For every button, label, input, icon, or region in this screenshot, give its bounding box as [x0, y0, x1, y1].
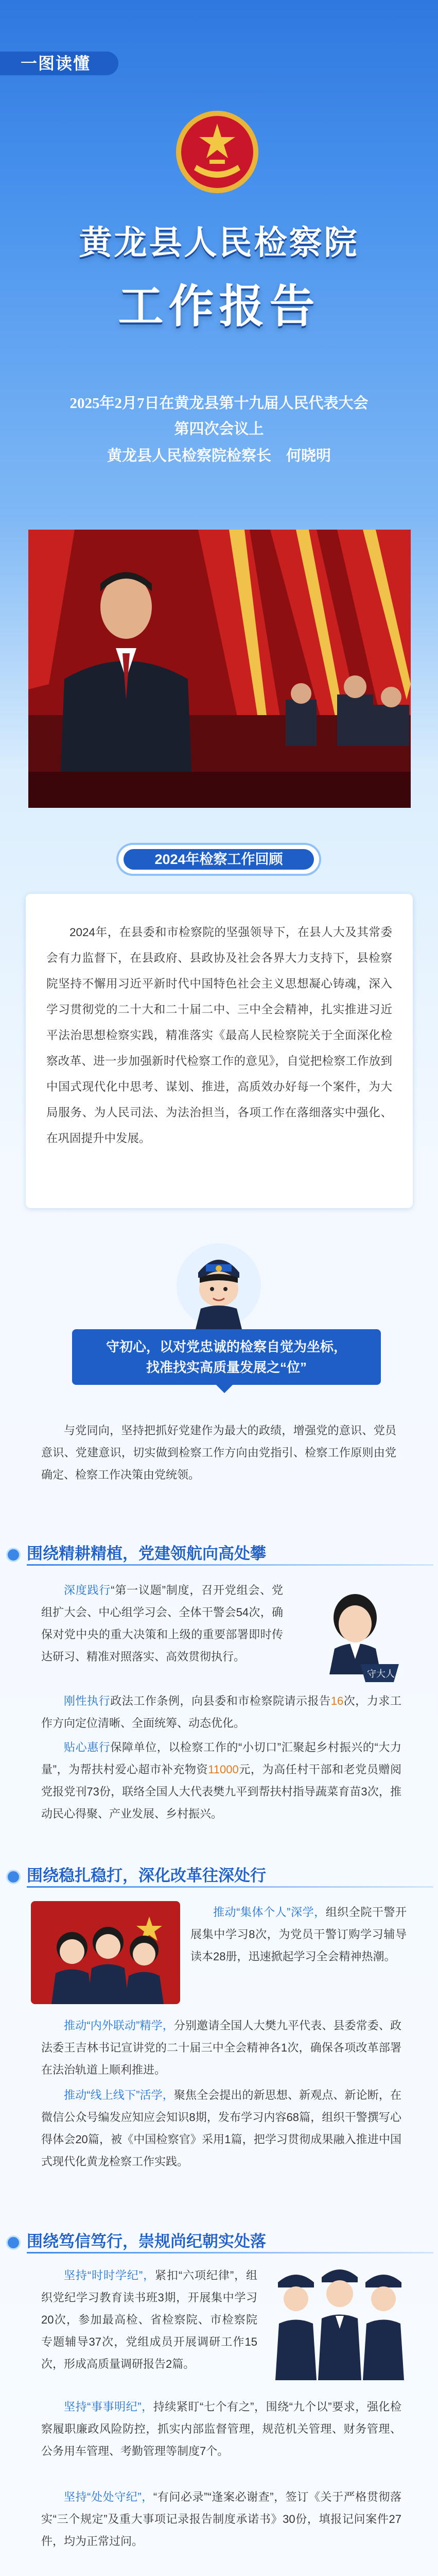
report-title-line1: 黄龙县人民检察院: [79, 224, 359, 262]
mascot-icon: [175, 1242, 262, 1329]
policewoman-illustration: [293, 1587, 417, 1695]
report-title-line2: 工作报告: [118, 279, 320, 333]
section-underline: [27, 1886, 433, 1888]
section-bullet-icon: [6, 1548, 21, 1562]
section-bullet-icon: [6, 2235, 21, 2250]
slogan-line2: 找准找实高质量发展之“位”: [146, 1360, 307, 1375]
read-tag: 一图读懂: [0, 52, 118, 75]
s3-paragraph-3: 坚持“处处守纪”，“有问必录”“逢案必谢查”，签订《关于严格贯彻落实“三个规定”及重大事项记录报告制度承诺书》30份，填报记问案件27件，均为正常过问。: [41, 2490, 401, 2548]
section-underline: [27, 2252, 433, 2253]
s3-paragraph-2: 坚持“事事明纪”，持续紧盯“七个有之”，围绕“九个以”要求，强化检察履职廉政风险防控，抓实内部监督管理，规范机关管理、财务管理、公务用车管理、考勤管理等制度7个。: [41, 2400, 402, 2458]
procuratorate-emblem-icon: [173, 108, 261, 196]
section-3-title: 围绕笃信笃行，崇规尚纪朝实处落: [6, 2228, 433, 2253]
s1-paragraph-1: 深度践行“第一议题”制度，召开党组会、党组扩大会、中心组学习会、全体干警会54次，确保对党中央的重大决策和上级的重要部署即时传达研习、精准对照落实、高效贯彻执行。: [41, 1584, 283, 1663]
s2-paragraph-1: 推动“集体个人”深学，组织全院干警开展集中学习8次，为党员干警订购学习辅导读本28册，迅速掀起学习全会精神热潮。: [190, 1906, 407, 1963]
meeting-line1: 2025年2月7日在黄龙县第十九届人民代表大会: [69, 395, 369, 412]
study-group-illustration: [31, 1901, 180, 2004]
section-1-title: 围绕精耕精植，党建领航向高处攀: [6, 1540, 433, 1565]
review-banner: [118, 845, 319, 874]
s3-paragraph-1: 坚持“时时学纪”，紧扣“六项纪律”，组织党纪学习教育读书班3期，开展集中学习20次，参加最高检、省检察院、市检察院专题辅导37次，党组成员开展调研工作15次，形成高质量调研报告2篇。: [41, 2269, 257, 2370]
meeting-line2: 第四次会议上: [174, 421, 264, 437]
section-2-title: 围绕稳扎稳打，深化改革往深处行: [6, 1862, 433, 1887]
section-underline: [27, 1564, 433, 1566]
section-bullet-icon: [6, 1870, 21, 1884]
s1-paragraph-3: 贴心惠行保障单位，以检察工作的“小切口”汇聚起乡村振兴的“大力量”，为帮扶村爱心超市补充物资11000元，为高任村干部和老党员赠阅党报党刊73份，联络全国人大代表樊九平到帮扶村指导蔬菜育苗3次，推动民心得聚、产业发展、乡村振兴。: [41, 1741, 401, 1820]
s2-paragraph-2: 推动“内外联动”精学，分别邀请全国人大樊九平代表、县委常委、政法委王吉林书记宣讲党的二十届三中全会精神各1次，确保各项改革部署在法治轨道上顺利推进。: [41, 2019, 401, 2076]
speaker-photo: [28, 530, 411, 808]
slogan-box: [72, 1329, 381, 1385]
slogan-pointer: [216, 1385, 233, 1393]
slogan-line1: 守初心，以对党忠诚的检察自觉为坐标，: [106, 1339, 347, 1354]
intro-paragraph: 2024年，在县委和市检察院的坚强领导下，在县人大及其常委会有力监督下，在县政府、县政协及社会各界大力支持下，县检察院坚持不懈用习近平新时代中国特色社会主义思想凝心铸魂，深入学习贯彻党的二十大和二十届二中、三中全会精神，扎实推进习近平法治思想检察实践，精准落实《最高人民检察院关于全面深化检察改革、进一步加强新时代检察工作的意见》，自觉把检察工作放到中国式现代化中思考、谋划、推进，高质效办好每一个案件，为大局服务、为人民司法、为法治担当，各项工作在落细落实中强化、在巩固提升中发展。: [26, 894, 413, 1208]
sign-text: 守大人: [367, 1669, 395, 1679]
prosecutors-group-illustration: [268, 2262, 412, 2380]
s2-paragraph-3: 推动“线上线下”活学，聚焦全会提出的新思想、新观点、新论断，在微信公众号编发应知应会知识8期，发布学习内容68篇，组织干警撰写心得体会20篇，被《中国检察官》采用1篇，把学习贯彻成果融入推进中国式现代化黄龙检察工作实践。: [41, 2089, 401, 2168]
party-paragraph: 与党同向，坚持把抓好党建作为最大的政绩，增强党的意识、党员意识、党建意识，切实做到检察工作方向由党指引、检察工作原则由党确定、检察工作决策由党统领。: [41, 1424, 396, 1481]
review-banner-label: 2024年检察工作回顾: [124, 849, 314, 870]
s1-paragraph-2: 刚性执行政法工作条例，向县委和市检察院请示报告16次，力求工作方向定位清晰、全面统筹、动态优化。: [41, 1694, 401, 1730]
reporter-line: 黄龙县人民检察院检察长 何晓明: [107, 448, 331, 464]
